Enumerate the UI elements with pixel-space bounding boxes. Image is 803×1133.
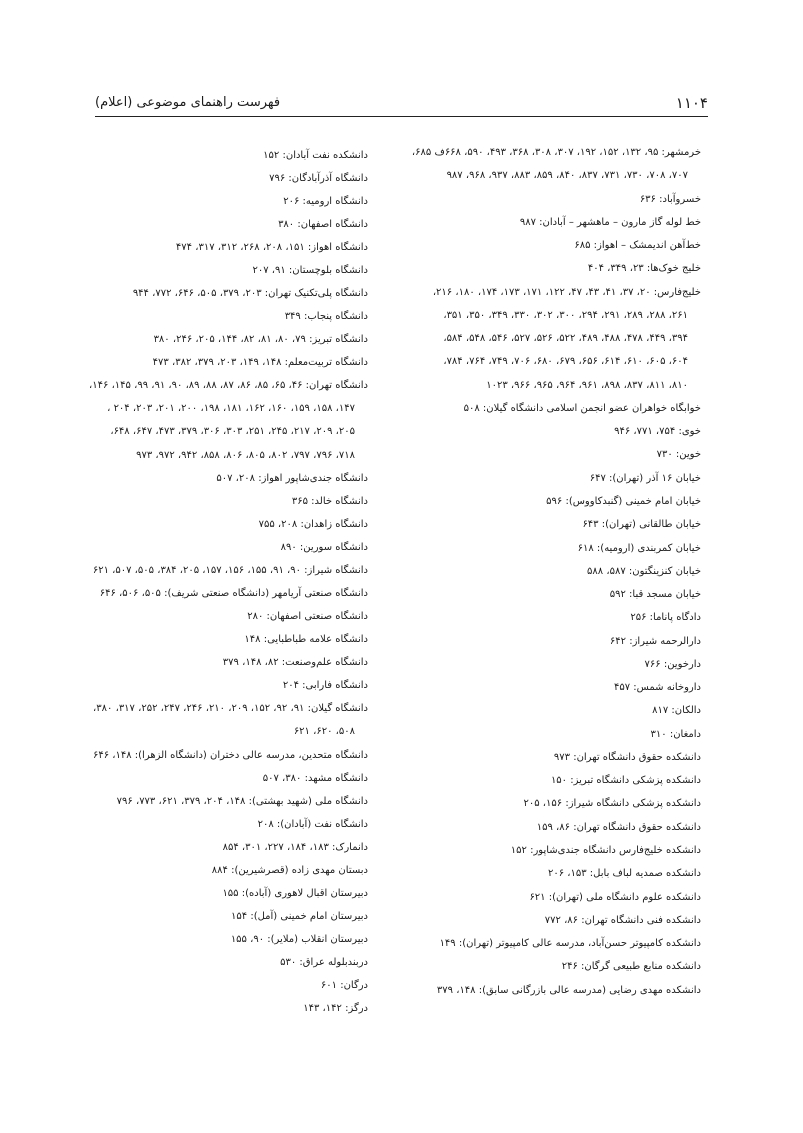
index-entry [38,836,368,859]
index-entry [38,213,368,236]
index-entry [38,928,368,951]
index-entry-line: دانشگاه تهران: ۴۶، ۶۵، ۸۵، ۸۶، ۸۷، ۸۸، ۸۹، ۹۰، ۹۱، ۹۹، ۱۴۵، ۱۴۶، [89,380,368,392]
index-entry [401,630,701,653]
index-entry-line: دبیرستان انقلاب (ملایر): ۹۰، ۱۵۵ [230,934,368,946]
index-entry-continuation: ۱۴۷، ۱۵۸، ۱۵۹، ۱۶۰، ۱۶۲، ۱۸۱، ۱۹۸، ۲۰۰، ۲۰۱، ۲۰۳، ۲۰۴ ، [107,403,355,415]
index-entry-line: درگز: ۱۴۲، ۱۴۳ [303,1003,368,1015]
index-entry [38,767,368,790]
index-entry [401,234,701,257]
page-number: ۱۱۰۴ [675,94,708,112]
index-entry [401,839,701,862]
index-entry [401,467,701,490]
index-entry-line: دانشگاه اصفهان: ۳۸۰ [278,218,368,230]
index-entry-line: خط لوله گاز مارون – ماهشهر – آبادان: ۹۸۷ [519,216,701,228]
index-entry [38,351,368,374]
running-title: فهرست راهنمای موضوعی (اعلام) [95,95,281,110]
index-entry-line: داروخانه شمس: ۴۵۷ [613,682,701,694]
index-entry-line: دانشکده پزشکی دانشگاه تبریز: ۱۵۰ [550,775,701,787]
index-entry-line: دانشکده فنی دانشگاه تهران: ۸۶، ۷۷۲ [544,914,701,926]
index-entry-continuation: ۵۰۸، ۶۲۰، ۶۲۱ [293,726,355,738]
index-entry-line: دانشگاه علامه طباطبایی: ۱۴۸ [244,634,368,646]
index-entry-line: خرمشهر: ۹۵، ۱۳۲، ۱۵۲، ۱۹۲، ۳۰۷، ۳۰۸، ۳۶۸، ۴۹۳، ۵۹۰، ۶۶۸ف ۶۸۵، [411,147,701,158]
index-entry-continuation: ۷۱۸، ۷۹۶، ۷۹۷، ۸۰۲، ۸۰۵، ۸۰۶، ۸۵۸، ۹۴۲، ۹۷۲، ۹۷۳ [136,449,355,461]
index-entry-line: خط‌آهن اندیمشک – اهواز: ۶۸۵ [574,240,701,252]
index-entry-line: دانشگاه گیلان: ۹۱، ۹۲، ۱۵۲، ۲۰۹، ۲۱۰، ۲۴۶، ۲۴۷، ۲۵۲، ۳۱۷، ۳۸۰، [93,703,368,715]
index-entry-line: دانشکده حقوق دانشگاه تهران: ۸۶، ۱۵۹ [536,821,701,833]
index-entry [38,513,368,536]
index-entry-line: دالکان: ۸۱۷ [652,705,701,717]
index-entry-line: دانشگاه فارابی: ۲۰۴ [282,680,368,692]
index-entry [401,723,701,746]
index-entry [401,932,701,955]
index-column-right [401,141,701,1002]
index-entry-line: خیابان طالقانی (تهران): ۶۴۳ [582,519,701,531]
index-entry [38,790,368,813]
index-entry [401,769,701,792]
index-entry-line: دارالرحمه شیراز: ۶۴۲ [609,635,701,647]
index-entry-line: خیابان امام خمینی (گنبدکاووس): ۵۹۶ [546,495,701,507]
index-entry [38,674,368,697]
index-entry-line: دامغان: ۳۱۰ [650,728,701,740]
index-entry [38,859,368,882]
index-entry [38,974,368,997]
index-entry-line: دانشگاه پنجاب: ۳۴۹ [284,311,368,323]
index-entry [38,605,368,628]
index-entry [401,862,701,885]
index-entry-line: خیابان ۱۶ آذر (تهران): ۶۴۷ [589,472,701,484]
index-entry [401,211,701,234]
index-entry [38,582,368,605]
index-entry [401,653,701,676]
index-entry-line: دانشگاه صنعتی اصفهان: ۲۸۰ [247,611,368,623]
index-entry [401,792,701,815]
index-entry [401,490,701,513]
index-entry [38,190,368,213]
index-entry-line: دبستان مهدی زاده (قصرشیرین): ۸۸۴ [211,864,368,876]
index-entry [38,628,368,651]
index-entry [401,281,701,397]
index-entry [401,955,701,978]
index-entry-line: دانشگاه ارومیه: ۲۰۶ [283,195,368,207]
index-entry [401,141,701,188]
index-entry-line: دانشکده کامپیوتر حسن‌آباد، مدرسه عالی کامپیوتر (تهران): ۱۴۹ [439,938,701,950]
index-entry [401,606,701,629]
index-entry [401,397,701,420]
index-entry [38,144,368,167]
index-entry [401,816,701,839]
index-entry [401,188,701,211]
index-entry-line: دانشگاه مشهد: ۳۸۰، ۵۰۷ [262,772,368,784]
index-entry-line: دانمارک: ۱۸۳، ۱۸۴، ۲۲۷، ۳۰۱، ۸۵۴ [222,841,368,853]
index-entry [401,746,701,769]
index-entry [38,951,368,974]
index-entry-line: دانشگاه شیراز: ۹۰، ۹۱، ۱۵۵، ۱۵۶، ۱۵۷، ۲۰۵، ۳۸۴، ۵۰۵، ۵۰۷، ۶۲۱ [92,564,368,576]
index-entry [401,537,701,560]
index-entry-continuation: ۳۹۴، ۴۴۹، ۴۷۸، ۴۸۸، ۴۸۹، ۵۲۲، ۵۲۶، ۵۲۷، ۵۴۶، ۵۴۸، ۵۸۴، [443,333,688,345]
index-entry [38,744,368,767]
index-column-left [38,144,368,1021]
index-entry-line: خیابان مسجد قبا: ۵۹۲ [609,589,701,601]
index-entry [38,328,368,351]
index-entry-line: دربندبلوله عراق: ۵۳۰ [280,957,368,969]
index-entry [401,886,701,909]
index-entry [401,699,701,722]
index-entry-line: دانشگاه متحدین، مدرسه عالی دختران (دانشگاه الزهرا): ۱۴۸، ۶۴۶ [92,749,368,761]
index-entry-line: خیابان کمربندی (ارومیه): ۶۱۸ [577,542,701,554]
index-entry-continuation: ۷۰۷، ۷۰۸، ۷۳۰، ۷۳۱، ۸۳۷، ۸۴۰، ۸۵۹، ۸۸۳، ۹۳۷، ۹۶۸، ۹۸۷ [446,170,688,182]
index-entry-line: دانشکده نفت آبادان: ۱۵۲ [263,149,368,161]
index-entry [38,997,368,1020]
index-entry-continuation: ۲۰۵، ۲۰۹، ۲۱۷، ۲۴۵، ۲۵۱، ۳۰۳، ۳۰۶، ۳۷۹، ۴۷۳، ۶۴۷، ۶۴۸، [110,426,355,438]
index-entry-continuation: ۲۶۱، ۲۸۸، ۲۸۹، ۲۹۱، ۲۹۴، ۳۰۰، ۳۰۲، ۳۳۰، ۳۴۹، ۳۵۰، ۳۵۱، [443,309,688,321]
index-entry [38,882,368,905]
index-entry-line: دانشگاه آذرآبادگان: ۷۹۶ [269,172,368,184]
index-entry [38,905,368,928]
index-entry-continuation: ۸۱۰، ۸۱۱، ۸۳۷، ۸۹۸، ۹۶۱، ۹۶۴، ۹۶۵، ۹۶۶، ۱۰۲۳ [486,379,688,391]
index-entry-line: دانشگاه تبریز: ۷۹، ۸۰، ۸۱، ۸۲، ۱۴۴، ۲۰۵، ۲۴۶، ۳۸۰ [153,334,368,346]
index-entry-line: دانشکده علوم دانشگاه ملی (تهران): ۶۲۱ [529,891,701,903]
index-entry-continuation: ۶۰۴، ۶۰۵، ۶۱۰، ۶۱۴، ۶۵۶، ۶۷۹، ۶۸۰، ۷۰۶، ۷۴۹، ۷۶۴، ۷۸۴، [443,356,688,368]
index-entry-line: دانشکده مهدی رضایی (مدرسه عالی بازرگانی سابق): ۱۴۸، ۳۷۹ [436,984,701,996]
index-entry-line: دانشکده پزشکی دانشگاه شیراز: ۱۵۶، ۲۰۵ [523,798,701,810]
index-entry [38,490,368,513]
index-entry-line: خلیج خوک‌ها: ۲۳، ۳۴۹، ۴۰۴ [587,263,701,275]
index-entry-line: خوین: ۷۳۰ [656,449,701,461]
index-entry-line: دانشکده حقوق دانشگاه تهران: ۹۷۳ [553,751,701,763]
index-entry-line: خلیج‌فارس: ۲۰، ۳۷، ۴۱، ۴۳، ۴۷، ۱۲۲، ۱۷۱، ۱۷۳، ۱۷۴، ۱۸۰، ۲۱۶، [432,286,701,298]
index-entry [38,559,368,582]
index-entry-line: دانشگاه اهواز: ۱۵۱، ۲۰۸، ۲۶۸، ۳۱۲، ۳۱۷، ۴۷۴ [175,241,368,253]
index-entry [38,305,368,328]
index-entry-line: دانشگاه جندی‌شاپور اهواز: ۲۰۸، ۵۰۷ [216,472,368,484]
running-header [95,90,708,117]
index-entry [38,536,368,559]
index-entry-line: دانشکده صمدیه لباف بابل: ۱۵۳، ۲۰۶ [547,868,701,880]
index-entry-line: دانشگاه بلوچستان: ۹۱، ۲۰۷ [252,264,368,276]
index-entry [38,813,368,836]
index-entry-line: دانشکده منابع طبیعی گرگان: ۲۴۶ [561,961,701,973]
index-entry [401,676,701,699]
index-entry [401,513,701,536]
index-entry-line: دانشگاه علم‌وصنعت: ۸۲، ۱۴۸، ۳۷۹ [222,657,368,669]
index-entry-line: دانشکده خلیج‌فارس دانشگاه جندی‌شاپور: ۱۵۲ [510,844,701,856]
index-entry-line: دبیرستان اقبال لاهوری (آباده): ۱۵۵ [222,888,368,899]
index-entry-line: دانشگاه نفت (آبادان): ۲۰۸ [257,818,368,830]
index-entry [38,651,368,674]
index-entry-line: دارخوین: ۷۶۶ [644,658,701,670]
index-entry-line: دانشگاه تربیت‌معلم: ۱۴۸، ۱۴۹، ۲۰۳، ۳۷۹، ۳۸۲، ۴۷۳ [152,357,368,369]
index-entry-line: دانشگاه پلی‌تکنیک تهران: ۲۰۳، ۳۷۹، ۵۰۵، ۶۴۶، ۷۷۲، ۹۴۴ [132,287,368,299]
index-entry-line: دانشگاه صنعتی آریامهر (دانشگاه صنعتی شریف): ۵۰۵، ۵۰۶، ۶۴۶ [99,587,368,599]
index-entry-line: خوی: ۷۵۴، ۷۷۱، ۹۴۶ [614,426,701,438]
index-entry [401,979,701,1002]
index-entry-line: خیابان کنزینگتون: ۵۸۷، ۵۸۸ [587,565,701,577]
index-entry-line: دانشگاه سورین: ۸۹۰ [280,541,368,553]
index-entry [401,909,701,932]
index-entry [38,374,368,466]
index-entry [401,583,701,606]
index-entry-line: دبیرستان امام خمینی (آمل): ۱۵۴ [231,911,368,923]
index-entry [401,560,701,583]
index-entry-line: دانشگاه ملی (شهید بهشتی): ۱۴۸، ۲۰۴، ۳۷۹، ۶۲۱، ۷۷۳، ۷۹۶ [116,795,368,807]
index-entry-line: درگان: ۶۰۱ [320,980,368,992]
index-entry [38,282,368,305]
index-entry-line: دانشگاه زاهدان: ۲۰۸، ۷۵۵ [258,518,368,530]
index-entry [38,259,368,282]
index-entry [38,697,368,743]
index-entry-line: خوابگاه خواهران عضو انجمن اسلامی دانشگاه گیلان: ۵۰۸ [463,402,701,414]
index-entry [38,236,368,259]
index-entry [401,443,701,466]
index-entry [38,167,368,190]
index-entry-line: دادگاه پاناما: ۲۵۶ [630,612,701,624]
index-entry [401,257,701,280]
index-entry [401,420,701,443]
index-entry [38,467,368,490]
index-entry-line: دانشگاه خالد: ۳۶۵ [291,495,368,507]
index-entry-line: خسروآباد: ۶۳۶ [639,193,701,205]
